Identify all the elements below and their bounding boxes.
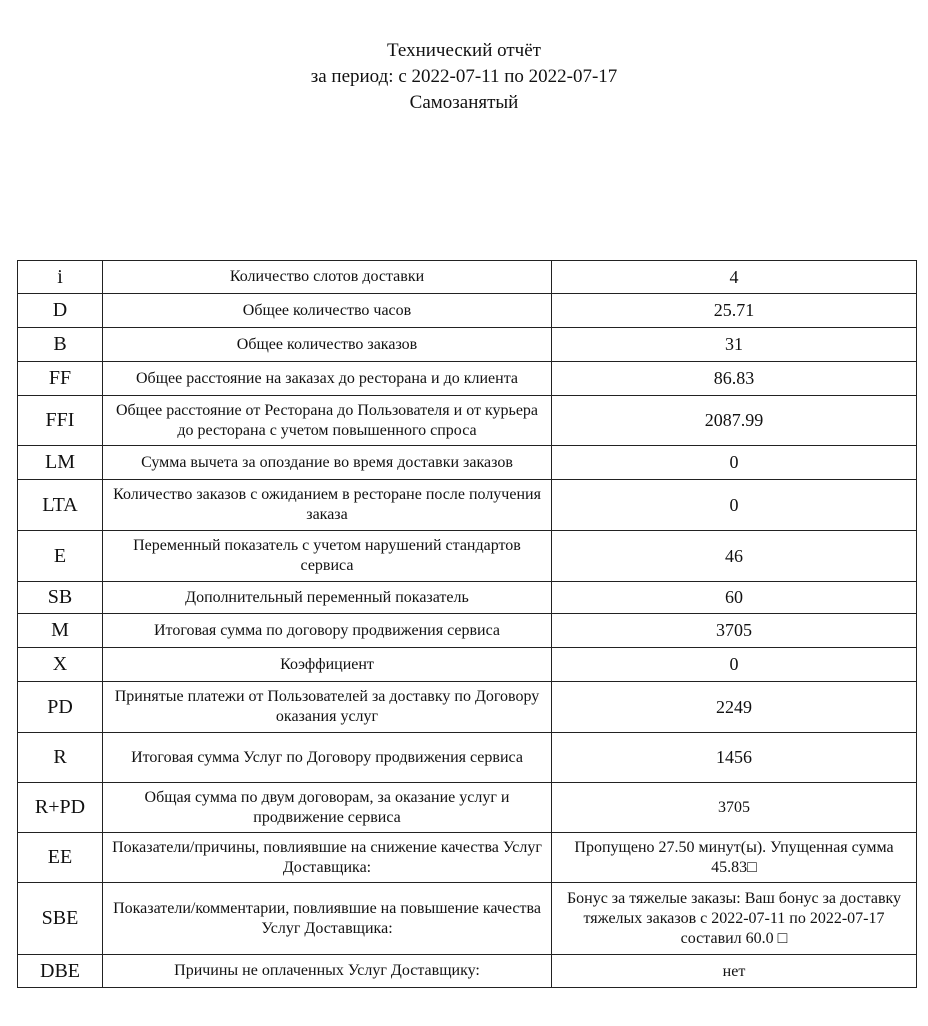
table-row (18, 682, 917, 733)
table-row (18, 833, 917, 883)
row-description: Показатели/причины, повлиявшие на снижение качества Услуг Доставщика: (103, 833, 552, 883)
row-description: Общее количество заказов (103, 328, 552, 362)
row-code: DBE (18, 955, 103, 988)
row-description: Дополнительный переменный показатель (103, 582, 552, 614)
row-value: 0 (552, 648, 917, 682)
report-table (17, 260, 917, 988)
row-value: 3705 (552, 783, 917, 833)
row-code: FF (18, 362, 103, 396)
table-row (18, 261, 917, 294)
row-code: SB (18, 582, 103, 614)
row-value: 46 (552, 531, 917, 582)
row-value: Бонус за тяжелые заказы: Ваш бонус за доставку тяжелых заказов с 2022-07-11 по 2022-07-17 составил 60.0 □ (552, 883, 917, 955)
table-row (18, 955, 917, 988)
row-value: 31 (552, 328, 917, 362)
table-row (18, 531, 917, 582)
row-value: 0 (552, 480, 917, 531)
row-value: 2249 (552, 682, 917, 733)
row-code: FFI (18, 396, 103, 446)
row-value: 0 (552, 446, 917, 480)
row-code: D (18, 294, 103, 328)
row-description: Итоговая сумма Услуг по Договору продвижения сервиса (103, 733, 552, 783)
row-code: LM (18, 446, 103, 480)
row-description: Причины не оплаченных Услуг Доставщику: (103, 955, 552, 988)
row-value: 3705 (552, 614, 917, 648)
table-row (18, 648, 917, 682)
row-description: Общее расстояние от Ресторана до Пользователя и от курьера до ресторана с учетом повышенного спроса (103, 396, 552, 446)
row-value: 4 (552, 261, 917, 294)
report-role: Самозанятый (409, 92, 519, 113)
report-title: Технический отчёт (387, 40, 541, 61)
row-description: Общее расстояние на заказах до ресторана и до клиента (103, 362, 552, 396)
row-description: Показатели/комментарии, повлиявшие на повышение качества Услуг Доставщика: (103, 883, 552, 955)
row-value: 60 (552, 582, 917, 614)
table-row (18, 328, 917, 362)
table-row (18, 582, 917, 614)
table-row (18, 480, 917, 531)
row-description: Принятые платежи от Пользователей за доставку по Договору оказания услуг (103, 682, 552, 733)
row-description: Сумма вычета за опоздание во время доставки заказов (103, 446, 552, 480)
row-value: нет (552, 955, 917, 988)
table-row (18, 733, 917, 783)
row-description: Общее количество часов (103, 294, 552, 328)
row-code: LTA (18, 480, 103, 531)
row-code: R (18, 733, 103, 783)
table-row (18, 783, 917, 833)
report-period: за период: с 2022-07-11 по 2022-07-17 (310, 66, 618, 87)
table-row (18, 614, 917, 648)
row-description: Коэффициент (103, 648, 552, 682)
row-description: Общая сумма по двум договорам, за оказание услуг и продвижение сервиса (103, 783, 552, 833)
table-row (18, 883, 917, 955)
row-value: 25.71 (552, 294, 917, 328)
report-header (0, 38, 928, 116)
row-description: Итоговая сумма по договору продвижения сервиса (103, 614, 552, 648)
row-code: E (18, 531, 103, 582)
table-row (18, 446, 917, 480)
row-value: Пропущено 27.50 минут(ы). Упущенная сумма 45.83□ (552, 833, 917, 883)
row-description: Переменный показатель с учетом нарушений стандартов сервиса (103, 531, 552, 582)
row-code: i (18, 261, 103, 294)
row-value: 2087.99 (552, 396, 917, 446)
row-description: Количество слотов доставки (103, 261, 552, 294)
row-code: M (18, 614, 103, 648)
row-code: B (18, 328, 103, 362)
row-code: X (18, 648, 103, 682)
row-description: Количество заказов с ожиданием в ресторане после получения заказа (103, 480, 552, 531)
table-row (18, 362, 917, 396)
table-row (18, 294, 917, 328)
table-row (18, 396, 917, 446)
row-code: PD (18, 682, 103, 733)
row-code: SBE (18, 883, 103, 955)
row-code: EE (18, 833, 103, 883)
row-code: R+PD (18, 783, 103, 833)
row-value: 1456 (552, 733, 917, 783)
row-value: 86.83 (552, 362, 917, 396)
